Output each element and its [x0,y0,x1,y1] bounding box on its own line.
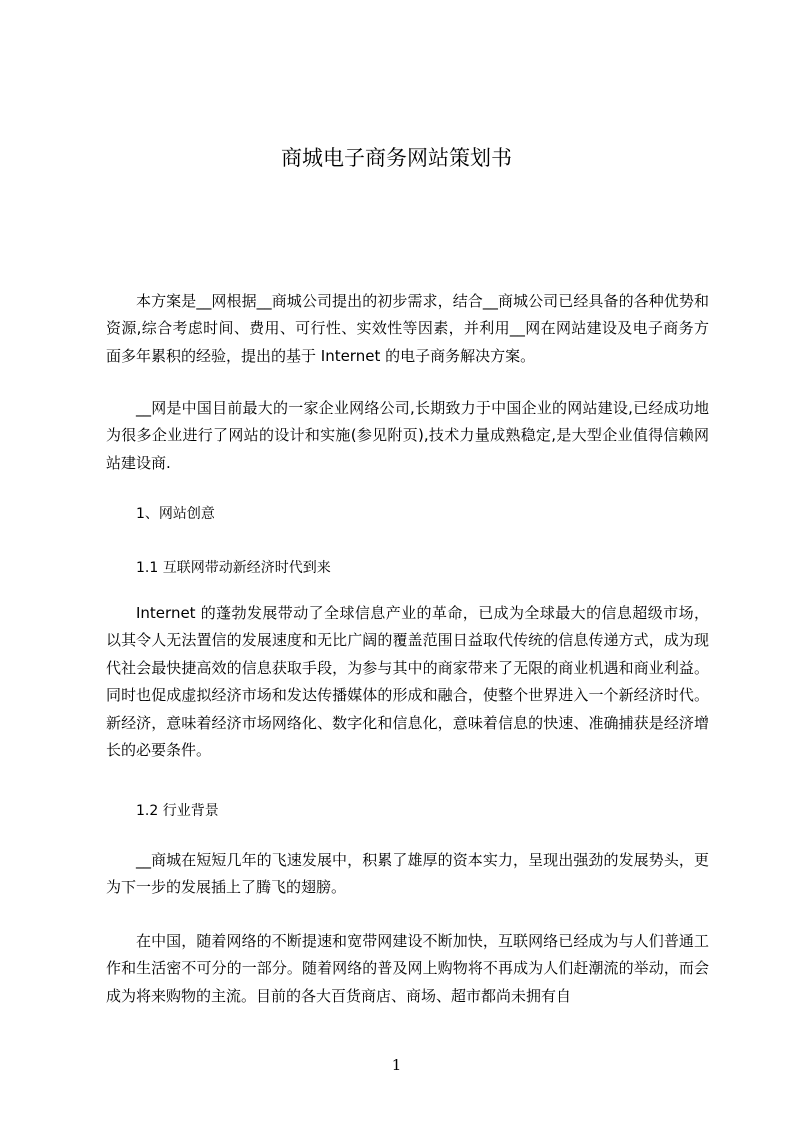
heading-section-1-2: 1.2 行业背景 [136,803,219,819]
page-number: 1 [391,1056,402,1074]
paragraph-china: 在中国，随着网络的不断提速和宽带网建设不断加快，互联网络已经成为与人们普通工作和生活密不可分的一部分。随着网络的普及网上购物将不再成为人们赶潮流的举动，而会成为将来购物的主流。目前的各大百货商店、商场、超市都尚未拥有自 [106,932,709,1005]
heading-section-1: 1、网站创意 [136,506,215,522]
paragraph-internet: Internet 的蓬勃发展带动了全球信息产业的革命，已成为全球最大的信息超级市场，以其令人无法置信的发展速度和无比广阔的覆盖范围日益取代传统的信息传递方式，成为现代社会最快捷高效的信息获取手段，为参与其中的商家带来了无限的商业机遇和商业利益。同时也促成虚拟经济市场和发达传播媒体的形成和融合，使整个世界进入一个新经济时代。新经济，意味着经济市场网络化、数字化和信息化，意味着信息的快速、准确捕获是经济增长的必要条件。 [106,604,709,760]
document-title: 商城电子商务网站策划书 [281,146,512,170]
paragraph-industry: __商城在短短几年的飞速发展中，积累了雄厚的资本实力，呈现出强劲的发展势头，更为下一步的发展插上了腾飞的翅膀。 [106,851,709,897]
paragraph-company: __网是中国目前最大的一家企业网络公司,长期致力于中国企业的网站建设,已经成功地为很多企业进行了网站的设计和实施(参见附页),技术力量成熟稳定,是大型企业值得信赖网站建设商. [106,399,709,472]
heading-section-1-1: 1.1 互联网带动新经济时代到来 [136,560,331,576]
paragraph-intro: 本方案是__网根据__商城公司提出的初步需求，结合__商城公司已经具备的各种优势和资源,综合考虑时间、费用、可行性、实效性等因素，并利用__网在网站建设及电子商务方面多年累积的经验，提出的基于 Internet 的电子商务解决方案。 [106,292,709,365]
